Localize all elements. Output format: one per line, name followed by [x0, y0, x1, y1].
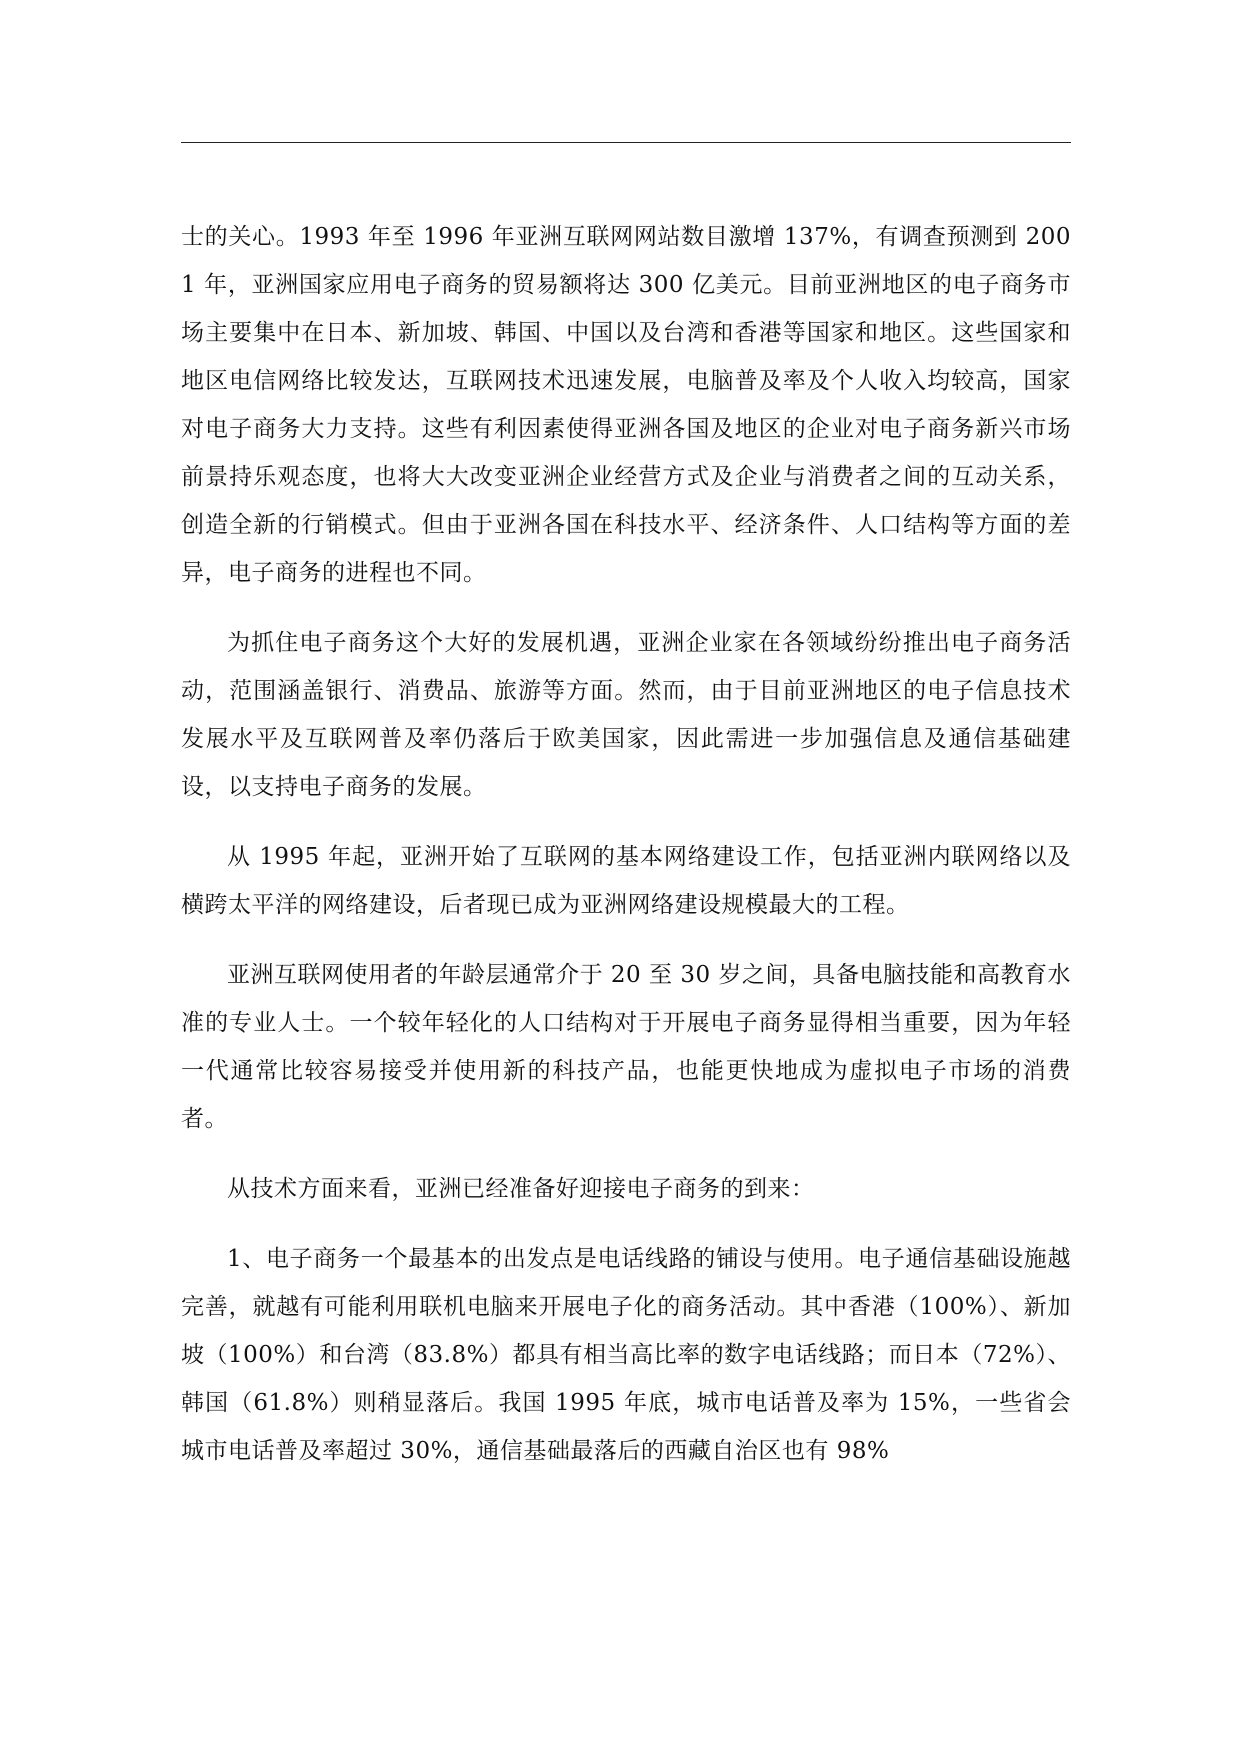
document-body [181, 213, 1071, 1475]
paragraph-telephone-lines: 1、电子商务一个最基本的出发点是电话线路的铺设与使用。电子通信基础设施越完善，就越有可能利用联机电脑来开展电子化的商务活动。其中香港（100%）、新加坡（100%）和台湾（83.8%）都具有相当高比率的数字电话线路；而日本（72%）、韩国（61.8%）则稍显落后。我国 1995 年底，城市电话普及率为 15%，一些省会城市电话普及率超过 30%，通信基础最落后的西藏自治区也有 98% [181, 1246, 1071, 1464]
paragraph-opportunity: 为抓住电子商务这个大好的发展机遇，亚洲企业家在各领域纷纷推出电子商务活动，范围涵盖银行、消费品、旅游等方面。然而，由于目前亚洲地区的电子信息技术发展水平及互联网普及率仍落后于欧美国家，因此需进一步加强信息及通信基础建设，以支持电子商务的发展。 [181, 630, 1071, 800]
paragraph-continuation: 士的关心。1993 年至 1996 年亚洲互联网网站数目激增 137%，有调查预测到 2001 年，亚洲国家应用电子商务的贸易额将达 300 亿美元。目前亚洲地区的电子商务市场主要集中在日本、新加坡、韩国、中国以及台湾和香港等国家和地区。这些国家和地区电信网络比较发达，互联网技术迅速发展，电脑普及率及个人收入均较高，国家对电子商务大力支持。这些有利因素使得亚洲各国及地区的企业对电子商务新兴市场前景持乐观态度，也将大大改变亚洲企业经营方式及企业与消费者之间的互动关系，创造全新的行销模式。但由于亚洲各国在科技水平、经济条件、人口结构等方面的差异，电子商务的进程也不同。 [181, 224, 1071, 586]
paragraph-network-construction: 从 1995 年起，亚洲开始了互联网的基本网络建设工作，包括亚洲内联网络以及横跨太平洋的网络建设，后者现已成为亚洲网络建设规模最大的工程。 [181, 844, 1071, 918]
paragraph-technical-intro: 从技术方面来看，亚洲已经准备好迎接电子商务的到来： [227, 1176, 815, 1202]
header-rule [181, 142, 1071, 143]
paragraph-user-demographics: 亚洲互联网使用者的年龄层通常介于 20 至 30 岁之间，具备电脑技能和高教育水准的专业人士。一个较年轻化的人口结构对于开展电子商务显得相当重要，因为年轻一代通常比较容易接受并使用新的科技产品，也能更快地成为虚拟电子市场的消费者。 [181, 962, 1071, 1132]
